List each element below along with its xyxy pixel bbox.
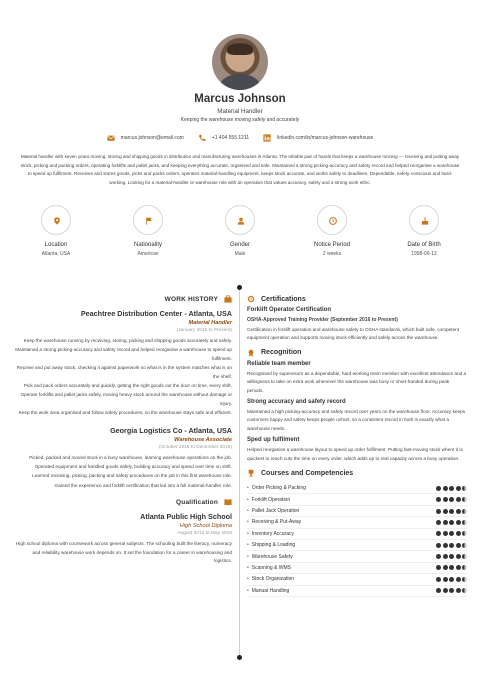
rating-dot	[436, 543, 441, 548]
rating-dot	[462, 520, 467, 525]
skill-rating	[436, 531, 467, 536]
job-dates: (January 2019 to Present)	[176, 328, 232, 333]
skill-row	[247, 586, 467, 597]
timeline-bottom-dot	[237, 655, 242, 660]
fact-value: 2 weeks	[322, 251, 342, 257]
skill-name: • Warehouse Safety	[247, 554, 293, 560]
recognition-item-text: Recognised by supervisors as a dependable, hard-working team member with excellent attendance and a willingness to take on extra work whenever the warehouse was busy or short-handed during peak periods.	[247, 370, 467, 393]
rating-dot	[456, 565, 461, 570]
rating-dot	[443, 497, 448, 502]
rating-dot	[449, 486, 454, 491]
rating-dot	[462, 509, 467, 514]
linkedin-text: linkedin.com/in/marcus-johnson-warehouse	[277, 135, 374, 141]
recognition-item-title: Reliable team member	[247, 360, 311, 367]
rating-dot	[456, 543, 461, 548]
email-text: marcus.johnson@email.com	[120, 135, 184, 141]
location-pin-icon	[53, 217, 61, 225]
award-icon	[247, 349, 255, 357]
fact-label: Notice Period	[313, 242, 351, 248]
skill-rating	[436, 486, 467, 491]
rating-dot	[443, 486, 448, 491]
candidate-tagline: Keeping the warehouse moving safely and accurately	[180, 117, 300, 123]
rating-dot	[462, 565, 467, 570]
rating-dot	[436, 577, 441, 582]
rating-dot	[449, 577, 454, 582]
job-bullet: Maintained a strong picking-accuracy and safety record and helped reorganise a warehouse to speed up fulfilment.	[15, 347, 232, 361]
job-bullet: Gained the experience and forklift certification that led into a full material-handler role.	[54, 482, 232, 488]
job-company: Peachtree Distribution Center - Atlanta, USA	[80, 309, 232, 318]
fact-location	[16, 205, 96, 257]
degree-name: High School Diploma	[179, 523, 232, 530]
rating-dot	[462, 531, 467, 536]
personal-facts	[0, 205, 480, 265]
rating-dot	[436, 509, 441, 514]
book-icon	[224, 498, 232, 506]
fact-value: Male	[234, 251, 246, 257]
linkedin-icon	[263, 134, 271, 142]
skill-rating	[436, 520, 467, 525]
candidate-role: Material Handler	[217, 108, 263, 115]
rating-dot	[436, 486, 441, 491]
rating-dot	[462, 588, 467, 593]
skills-list	[247, 483, 467, 597]
job-bullet: Pick and pack orders accurately and quickly, getting the right goods out the door on time, every shift.	[23, 383, 232, 389]
rating-dot	[443, 554, 448, 559]
rating-dot	[449, 520, 454, 525]
skill-name: • Stock Organization	[247, 576, 294, 582]
fact-circle	[225, 205, 255, 235]
fact-nationality	[108, 205, 188, 257]
fact-circle	[133, 205, 163, 235]
job-bullet: Receive and put away stock, checking it against paperwork so what is in the system matches what is on the shelf.	[16, 365, 232, 379]
job-bullet: Learned receiving, picking, packing and safety procedures on the job in this first warehouse role.	[32, 473, 232, 479]
job-bullet: Picked, packed and moved stock in a busy warehouse, learning warehouse operations on the job.	[29, 454, 232, 460]
rating-dot	[436, 565, 441, 570]
work-history-heading	[14, 295, 232, 303]
fact-label: Date of Birth	[407, 242, 441, 248]
qualification-dates: August 2012 to May 2016	[177, 531, 232, 537]
skill-row	[247, 563, 467, 574]
contact-email[interactable]	[107, 134, 184, 142]
rating-dot	[456, 520, 461, 525]
rating-dot	[456, 577, 461, 582]
skill-rating	[436, 509, 467, 514]
skill-rating	[436, 554, 467, 559]
qualification-text: High school diploma with coursework across general subjects. The schooling built the literacy, numeracy and reliability warehouse work depends on. It set the foundation for a career in warehousing and logistics.	[15, 541, 232, 564]
contact-bar	[0, 134, 480, 142]
fact-label: Location	[44, 242, 68, 248]
briefcase-icon	[224, 295, 232, 303]
rating-dot	[462, 543, 467, 548]
skill-rating	[436, 543, 467, 548]
skill-row	[247, 494, 467, 505]
rating-dot	[443, 588, 448, 593]
job-bullets	[14, 337, 232, 418]
rating-dot	[443, 531, 448, 536]
rating-dot	[449, 531, 454, 536]
profile-photo	[212, 34, 268, 90]
job-bullet: Operated equipment and handled goods safely, building accuracy and speed over time on shift.	[34, 464, 232, 470]
job-bullet: Keep the warehouse running by receiving, storing, picking and shipping goods accurately and safely.	[23, 338, 232, 343]
clock-icon	[329, 217, 337, 225]
skill-name: • Manual Handling	[247, 588, 289, 594]
work-history-title: WORK HISTORY	[164, 295, 218, 303]
rating-dot	[443, 543, 448, 548]
fact-value: Atlanta, USA	[41, 251, 71, 257]
rating-dot	[443, 520, 448, 525]
rating-dot	[456, 497, 461, 502]
fact-circle	[41, 205, 71, 235]
job-bullet: Operate forklifts and pallet jacks safely, moving heavy stock around the warehouse without damage or injury.	[20, 392, 232, 406]
timeline-divider	[239, 288, 240, 656]
job-dates: (October 2016 to December 2018)	[158, 444, 232, 450]
rating-dot	[462, 577, 467, 582]
contact-phone[interactable]	[198, 134, 249, 142]
skill-name: • Scanning & WMS	[247, 565, 291, 571]
rating-dot	[456, 509, 461, 514]
fact-gender	[200, 205, 280, 257]
recognition-title: Recognition	[261, 349, 302, 357]
profile-summary: Material handler with seven years moving, storing and shipping goods in distribution and manufacturing warehouses in Atlanta. The reliable pair of hands that keeps a warehouse running — receiving and putting away stock, picking and packing orders, operating forklifts and pallet jacks, and keeping everything accurate, organised and safe. Maintained a strong picking-accuracy and safety record and helped reorganise a warehouse to speed up fulfilment. Receives and stores goods, picks and packs orders, operates material-handling equipment, keeps stock accurate, and works safely to deadlines. Dependable, safety-conscious and hard-working. Looking for a material-handler or warehouse role with an operation that values accuracy, safety and a strong work ethic.	[20, 154, 460, 185]
certifications-title: Certifications	[261, 295, 306, 303]
rating-dot	[443, 577, 448, 582]
rating-dot	[436, 554, 441, 559]
qualification-title: Qualification	[176, 498, 218, 506]
recognition-item-title: Sped up fulfilment	[247, 437, 300, 444]
recognition-item-text: Maintained a high picking-accuracy and safety record over years on the warehouse floor. Accuracy keeps customers happy and safety keeps people unhurt, so a consistent record in both is exactly what a warehouse needs.	[247, 409, 466, 431]
qualification-heading	[14, 498, 232, 506]
contact-linkedin[interactable]	[263, 134, 373, 142]
skill-row	[247, 574, 467, 585]
rating-dot	[436, 531, 441, 536]
qualification-section	[14, 498, 232, 565]
certification-name: Forklift Operator Certification	[247, 307, 332, 313]
skill-row	[247, 506, 467, 517]
fact-label: Nationality	[133, 242, 162, 248]
person-icon	[237, 217, 245, 225]
skill-row	[247, 517, 467, 528]
rating-dot	[449, 588, 454, 593]
candidate-name: Marcus Johnson	[194, 93, 286, 105]
skill-name: • Shipping & Loading	[247, 542, 295, 548]
rating-dot	[449, 509, 454, 514]
email-icon	[107, 134, 115, 142]
rating-dot	[456, 588, 461, 593]
certification-text: Certification in forklift operation and warehouse safety to OSHA standards, which built safe, competent equipment operation and supports moving stock efficiently and safely across the warehouse.	[247, 327, 460, 341]
phone-icon	[198, 134, 206, 142]
recognition-item-text: Helped reorganise a warehouse layout to speed up order fulfilment. Putting fast-moving stock where it is quickest to reach cuts the time on every order, which adds up to real capacity across a busy operation.	[247, 447, 463, 461]
rating-dot	[443, 565, 448, 570]
rating-dot	[462, 486, 467, 491]
certifications-heading	[247, 295, 467, 303]
school-name: Atlanta Public High School	[140, 512, 232, 522]
fact-date-of-birth	[384, 205, 464, 257]
skills-title: Courses and Competencies	[261, 469, 354, 477]
photo-hair	[227, 43, 253, 55]
phone-text: +1 404 555 1211	[211, 135, 250, 141]
skill-name: • Forklift Operation	[247, 497, 290, 503]
fact-circle	[409, 205, 439, 235]
job-entry	[14, 426, 232, 491]
rating-dot	[456, 531, 461, 536]
rating-dot	[449, 497, 454, 502]
job-entry	[14, 309, 232, 418]
skill-row	[247, 483, 467, 494]
fact-value: American	[137, 251, 159, 257]
rating-dot	[436, 520, 441, 525]
job-bullet: Keep the work area organised and follow safety procedures, so the warehouse stays safe and efficient.	[18, 410, 232, 416]
rating-dot	[436, 588, 441, 593]
gear-icon	[247, 295, 255, 303]
skill-name: • Pallet Jack Operation	[247, 508, 299, 514]
fact-circle	[317, 205, 347, 235]
rating-dot	[456, 486, 461, 491]
skill-rating	[436, 497, 467, 502]
rating-dot	[456, 554, 461, 559]
flag-icon	[145, 217, 153, 225]
rating-dot	[449, 554, 454, 559]
timeline-top-dot	[237, 285, 242, 290]
job-company: Georgia Logistics Co - Atlanta, USA	[110, 425, 232, 435]
fact-label: Gender	[229, 242, 250, 248]
skill-rating	[436, 577, 467, 582]
rating-dot	[462, 497, 467, 502]
skill-name: • Order Picking & Packing	[247, 485, 306, 491]
job-title: Warehouse Associate	[174, 436, 232, 443]
skill-name: • Inventory Accuracy	[247, 531, 294, 537]
skill-row	[247, 529, 467, 540]
recognition-heading	[247, 349, 467, 357]
fact-notice-period	[292, 205, 372, 257]
photo-shoulders	[220, 74, 260, 90]
rating-dot	[436, 497, 441, 502]
rating-dot	[443, 509, 448, 514]
fact-value: 1998-09-12	[411, 251, 437, 257]
skill-rating	[436, 588, 467, 593]
skill-row	[247, 540, 467, 551]
rating-dot	[462, 554, 467, 559]
right-column	[247, 295, 467, 597]
rating-dot	[449, 543, 454, 548]
skills-heading	[247, 469, 467, 477]
skill-name: • Receiving & Put-Away	[247, 519, 301, 525]
left-column	[14, 295, 232, 566]
job-title: Material Handler	[188, 320, 232, 326]
cake-icon	[421, 217, 429, 225]
skill-rating	[436, 565, 467, 570]
rating-dot	[449, 565, 454, 570]
certification-provider: OSHA-Approved Training Provider (September 2016 to Present)	[247, 317, 398, 323]
job-bullets	[14, 454, 232, 491]
skill-row	[247, 551, 467, 562]
recognition-item-title: Strong accuracy and safety record	[247, 399, 346, 406]
trophy-icon	[247, 469, 255, 477]
